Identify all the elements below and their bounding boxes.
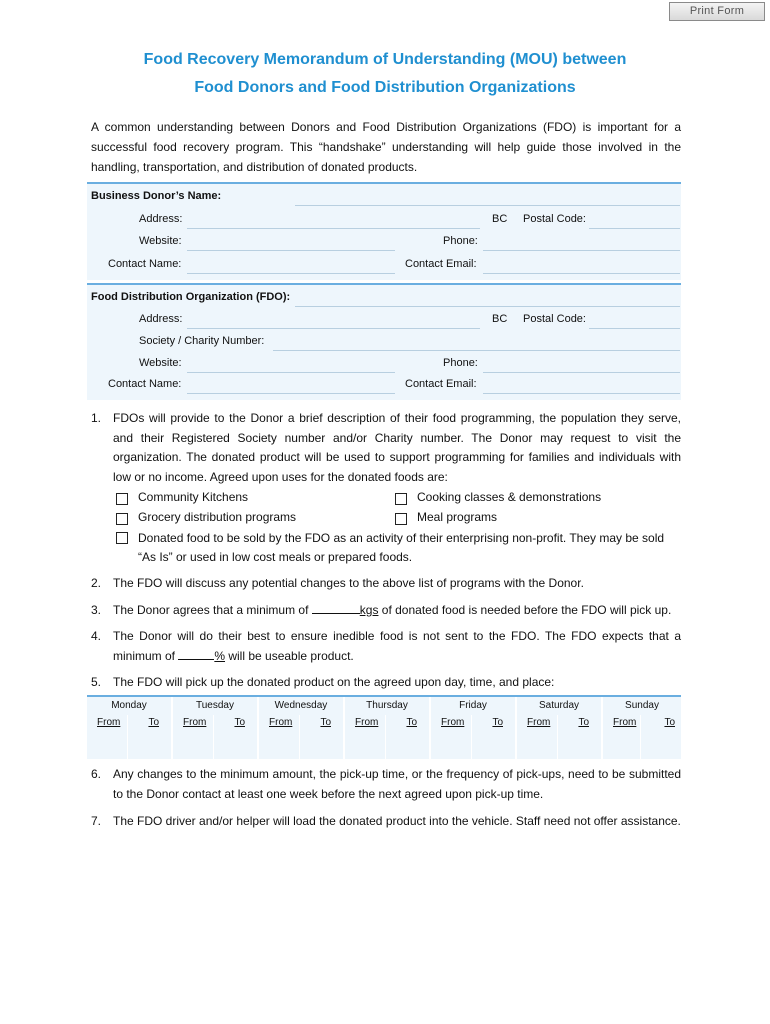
item-2 [91,574,681,594]
cooking-classes-checkbox[interactable] [395,493,407,505]
fdo-website-field[interactable] [187,355,395,373]
pickup-schedule-table [87,695,681,759]
donor-postal-label: Postal Code: [523,213,586,225]
day-name: Tuesday [196,700,234,711]
item-7-text: The FDO driver and/or helper will load the donated product into the vehicle. Staff need not offer assistance. [113,814,681,828]
fdo-contact-name-field[interactable] [187,376,395,394]
item-3 [91,601,681,621]
fdo-heading: Food Distribution Organization (FDO): [91,291,291,303]
to-label[interactable]: To [148,717,159,728]
from-label[interactable]: From [269,717,293,728]
day-name: Friday [459,700,487,711]
donor-contact-name-field[interactable] [187,256,395,274]
item-7-number: 7. [91,814,102,828]
donor-contact-email-field[interactable] [483,256,680,274]
day-name: Wednesday [274,700,328,711]
donor-postal-field[interactable] [589,211,680,229]
meal-programs-label: Meal programs [417,510,498,524]
item-4 [91,627,681,666]
item-2-number: 2. [91,576,102,590]
fdo-section [87,283,681,400]
schedule-day-monday [87,697,173,759]
item-3-text-pre: The Donor agrees that a minimum of [113,603,312,617]
fdo-society-label: Society / Charity Number: [139,335,265,347]
fdo-postal-field[interactable] [589,311,680,329]
day-name: Thursday [366,700,408,711]
grocery-programs-label: Grocery distribution programs [138,510,297,524]
fdo-postal-label: Postal Code: [523,313,586,325]
fdo-phone-field[interactable] [483,355,680,373]
day-name: Saturday [538,700,580,711]
community-kitchens-label: Community Kitchens [138,490,249,504]
item-3-unit: kgs [359,603,379,617]
to-label[interactable]: To [320,717,331,728]
to-label[interactable]: To [406,717,417,728]
sold-as-is-label: Donated food to be sold by the FDO as an activity of their enterprising non-profit. They may be sold “As Is” or used in low cost meals or prepared foods. [138,531,665,564]
schedule-day-friday [431,697,517,759]
fdo-address-label: Address: [139,313,183,325]
minimum-kgs-field[interactable] [312,613,360,614]
fdo-name-field[interactable] [295,289,680,307]
cooking-classes-label: Cooking classes & demonstrations [417,490,602,504]
day-name: Sunday [625,700,659,711]
fdo-address-field[interactable] [187,311,480,329]
minimum-percent-field[interactable] [178,659,214,660]
item-3-text-post: of donated food is needed before the FDO will pick up. [378,603,672,617]
item-7 [91,812,681,832]
page-title-line1: Food Recovery Memorandum of Understanding (MOU) between [143,51,627,68]
meal-programs-checkbox[interactable] [395,513,407,525]
schedule-day-tuesday [173,697,259,759]
schedule-day-wednesday [259,697,345,759]
fdo-website-label: Website: [139,357,182,369]
from-label[interactable]: From [97,717,121,728]
donor-phone-label: Phone: [443,235,478,247]
schedule-day-saturday [517,697,603,759]
sold-as-is-checkbox[interactable] [116,532,128,544]
item-1-text: FDOs will provide to the Donor a brief description of their food programming, the population they serve, and their Registered Society number and/or Charity number. The Donor may request to visit the organization. The donated product will be used to support programming for families and individuals with low or no income. Agreed upon uses for the donated foods are: [113,411,681,484]
item-5-text: The FDO will pick up the donated product on the agreed upon day, time, and place: [113,675,555,689]
donor-name-field[interactable] [295,188,680,206]
from-label[interactable]: From [441,717,465,728]
to-label[interactable]: To [664,717,675,728]
item-1 [91,409,681,487]
donor-heading: Business Donor’s Name: [91,190,222,202]
donor-contact-email-label: Contact Email: [405,258,477,270]
item-5-number: 5. [91,675,102,689]
donor-province: BC [492,213,508,225]
print-form-button[interactable]: Print Form [669,2,765,21]
from-label[interactable]: From [183,717,207,728]
item-5 [91,673,681,693]
from-label[interactable]: From [613,717,637,728]
item-4-text-pre: The Donor will do their best to ensure inedible food is not sent to the FDO. The FDO expects that a minimum of [113,629,681,663]
item-4-number: 4. [91,629,102,643]
fdo-society-field[interactable] [273,333,680,351]
fdo-phone-label: Phone: [443,357,478,369]
fdo-province: BC [492,313,508,325]
from-label[interactable]: From [527,717,551,728]
item-1-number: 1. [91,411,102,425]
schedule-day-thursday [345,697,431,759]
day-name: Monday [111,700,147,711]
fdo-contact-name-label: Contact Name: [108,378,182,390]
item-6-text: Any changes to the minimum amount, the pick-up time, or the frequency of pick-ups, need to be submitted to the Donor contact at least one week before the next agreed upon pick-up time. [113,767,681,801]
donor-address-label: Address: [139,213,183,225]
donor-website-label: Website: [139,235,182,247]
to-label[interactable]: To [234,717,245,728]
item-4-text-post: will be useable product. [225,648,354,663]
community-kitchens-checkbox[interactable] [116,493,128,505]
grocery-programs-checkbox[interactable] [116,513,128,525]
page-title-line2: Food Donors and Food Distribution Organizations [194,79,576,96]
donor-phone-field[interactable] [483,233,680,251]
donor-address-field[interactable] [187,211,480,229]
schedule-day-sunday [603,697,681,759]
fdo-contact-email-field[interactable] [483,376,680,394]
from-label[interactable]: From [355,717,379,728]
intro-paragraph: A common understanding between Donors and Food Distribution Organizations (FDO) is important for a successful food recovery program. This “handshake” understanding will help guide those involved in the handling, transportation, and distribution of donated products. [91,120,681,174]
fdo-contact-email-label: Contact Email: [405,378,477,390]
donor-website-field[interactable] [187,233,395,251]
donor-section [87,182,681,280]
item-4-unit: % [214,648,226,663]
item-2-text: The FDO will discuss any potential changes to the above list of programs with the Donor. [113,576,584,590]
item-3-number: 3. [91,603,102,617]
to-label[interactable]: To [492,717,503,728]
item-6 [91,765,681,804]
donor-contact-name-label: Contact Name: [108,258,182,270]
item-6-number: 6. [91,767,102,781]
to-label[interactable]: To [578,717,589,728]
